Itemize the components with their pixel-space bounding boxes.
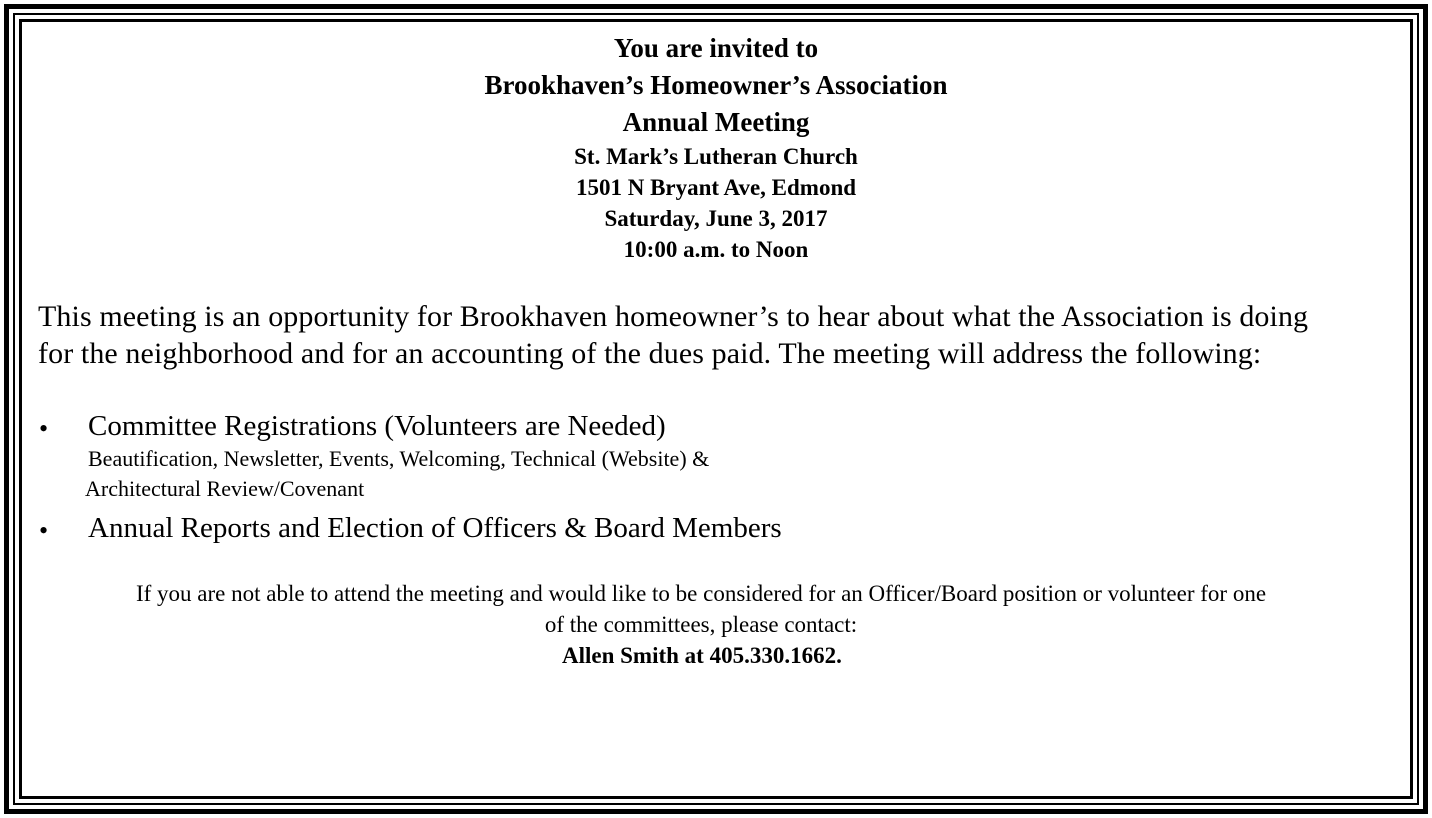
- meeting-time: 10:00 a.m. to Noon: [623, 237, 809, 262]
- invitation-line: You are invited to: [613, 33, 819, 63]
- agenda-list: [38, 408, 1038, 546]
- meeting-date: Saturday, June 3, 2017: [604, 206, 828, 231]
- agenda-item-title: Annual Reports and Election of Officers & Board Members: [88, 512, 782, 544]
- contact-note-line: If you are not able to attend the meeting and would like to be considered for an Officer/Board position or volunteer for one: [135, 581, 1267, 606]
- intro-line: for the neighborhood and for an accounting of the dues paid. The meeting will address the following:: [38, 337, 1262, 370]
- bullet-icon: •: [39, 516, 49, 545]
- association-name: Brookhaven’s Homeowner’s Association: [484, 70, 948, 100]
- invitation-content: [20, 20, 1412, 798]
- meeting-title: Annual Meeting: [622, 107, 810, 137]
- contact-note: [20, 578, 1382, 640]
- venue-address: 1501 N Bryant Ave, Edmond: [575, 175, 857, 200]
- list-item: [38, 510, 1038, 546]
- invitation-header: [20, 30, 1412, 265]
- list-item: [38, 408, 1038, 504]
- bullet-icon: •: [39, 414, 49, 443]
- venue-name: St. Mark’s Lutheran Church: [574, 144, 858, 169]
- contact-note-line: of the committees, please contact:: [544, 612, 858, 637]
- agenda-item-title: Committee Registrations (Volunteers are Needed): [88, 410, 666, 442]
- intro-paragraph: [38, 298, 1398, 372]
- contact-person: Allen Smith at 405.330.1662.: [562, 643, 842, 668]
- intro-line: This meeting is an opportunity for Brookhaven homeowner’s to hear about what the Association is doing: [38, 300, 1309, 333]
- agenda-item-details: Beautification, Newsletter, Events, Welcoming, Technical (Website) &: [88, 446, 710, 471]
- agenda-item-details: Architectural Review/Covenant: [85, 476, 365, 501]
